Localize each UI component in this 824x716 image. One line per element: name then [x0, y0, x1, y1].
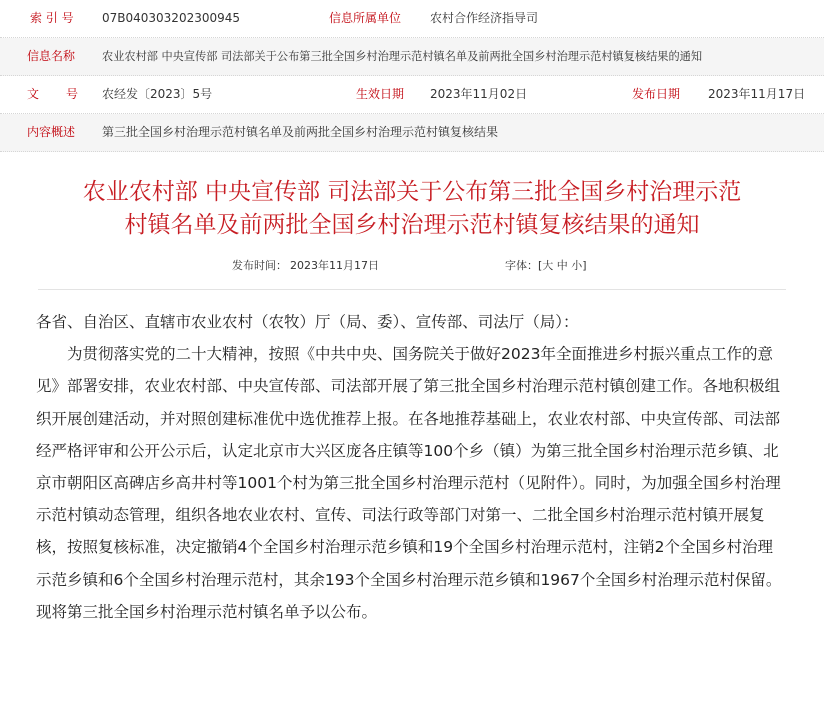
font-size-control — [505, 257, 587, 273]
article-subinfo — [0, 257, 824, 279]
article-body — [36, 306, 788, 628]
index-no-label: 索 引 号 — [30, 11, 74, 25]
font-size-small-button[interactable]: 小 — [571, 259, 583, 272]
summary-value: 第三批全国乡村治理示范村镇名单及前两批全国乡村治理示范村镇复核结果 — [102, 125, 499, 139]
owner-unit-label: 信息所属单位 — [329, 11, 402, 25]
effective-date-label: 生效日期 — [356, 87, 405, 101]
font-size-large-button[interactable]: 大 — [542, 259, 554, 272]
publish-date-label: 发布日期 — [632, 87, 681, 101]
meta-row-index — [0, 0, 824, 38]
font-size-bracket-close: ] — [582, 259, 587, 272]
article-title-line-2: 村镇名单及前两批全国乡村治理示范村镇复核结果的通知 — [124, 212, 700, 238]
article-title-line-1: 农业农村部 中央宣传部 司法部关于公布第三批全国乡村治理示范 — [82, 179, 742, 205]
font-size-label: 字体： — [505, 259, 538, 272]
info-name-value: 农业农村部 中央宣传部 司法部关于公布第三批全国乡村治理示范村镇名单及前两批全国乡村治理示范村镇复核结果的通知 — [102, 50, 703, 63]
font-size-bracket-open: [ — [538, 259, 543, 272]
title-divider — [38, 289, 786, 290]
doc-no-value: 农经发〔2023〕5号 — [102, 87, 213, 101]
article-paragraph: 为贯彻落实党的二十大精神，按照《中共中央、国务院关于做好2023年全面推进乡村振兴重点工作的意见》部署安排，农业农村部、中央宣传部、司法部开展了第三批全国乡村治理示范村镇创建工作。各地积极组织开展创建活动，并对照创建标准优中选优推荐上报。在各地推荐基础上，农业农村部、中央宣传部、司法部经严格评审和公开公示后，认定北京市大兴区庞各庄镇等100个乡（镇）为第三批全国乡村治理示范乡镇、北京市朝阳区高碑店乡高井村等1001个村为第三批全国乡村治理示范村（见附件）。同时，为加强全国乡村治理示范村镇动态管理，组织各地农业农村、宣传、司法行政等部门对第一、二批全国乡村治理示范村镇开展复核，按照复核标准，决定撤销4个全国乡村治理示范乡镇和19个全国乡村治理示范村，注销2个全国乡村治理示范乡镇和6个全国乡村治理示范村，其余193个全国乡村治理示范乡镇和1967个全国乡村治理示范村保留。现将第三批全国乡村治理示范村镇名单予以公布。 — [36, 345, 782, 621]
meta-row-summary — [0, 114, 824, 152]
owner-unit-value: 农村合作经济指导司 — [430, 11, 539, 25]
font-size-medium-button[interactable]: 中 — [556, 259, 568, 272]
article-title — [32, 176, 792, 242]
publish-time-label: 发布时间： — [232, 259, 287, 272]
meta-row-docno — [0, 76, 824, 114]
effective-date-value: 2023年11月02日 — [430, 87, 528, 101]
doc-no-label: 文 号 — [27, 87, 80, 101]
publish-date-value: 2023年11月17日 — [708, 87, 806, 101]
info-name-label: 信息名称 — [27, 49, 76, 63]
meta-row-name — [0, 38, 824, 76]
summary-label: 内容概述 — [27, 125, 76, 139]
index-no-value: 07B040303202300945 — [102, 11, 241, 25]
info-metadata-table — [0, 0, 824, 152]
article-salutation: 各省、自治区、直辖市农业农村（农牧）厅（局、委）、宣传部、司法厅（局）： — [36, 313, 579, 331]
publish-time-value: 2023年11月17日 — [290, 259, 379, 272]
